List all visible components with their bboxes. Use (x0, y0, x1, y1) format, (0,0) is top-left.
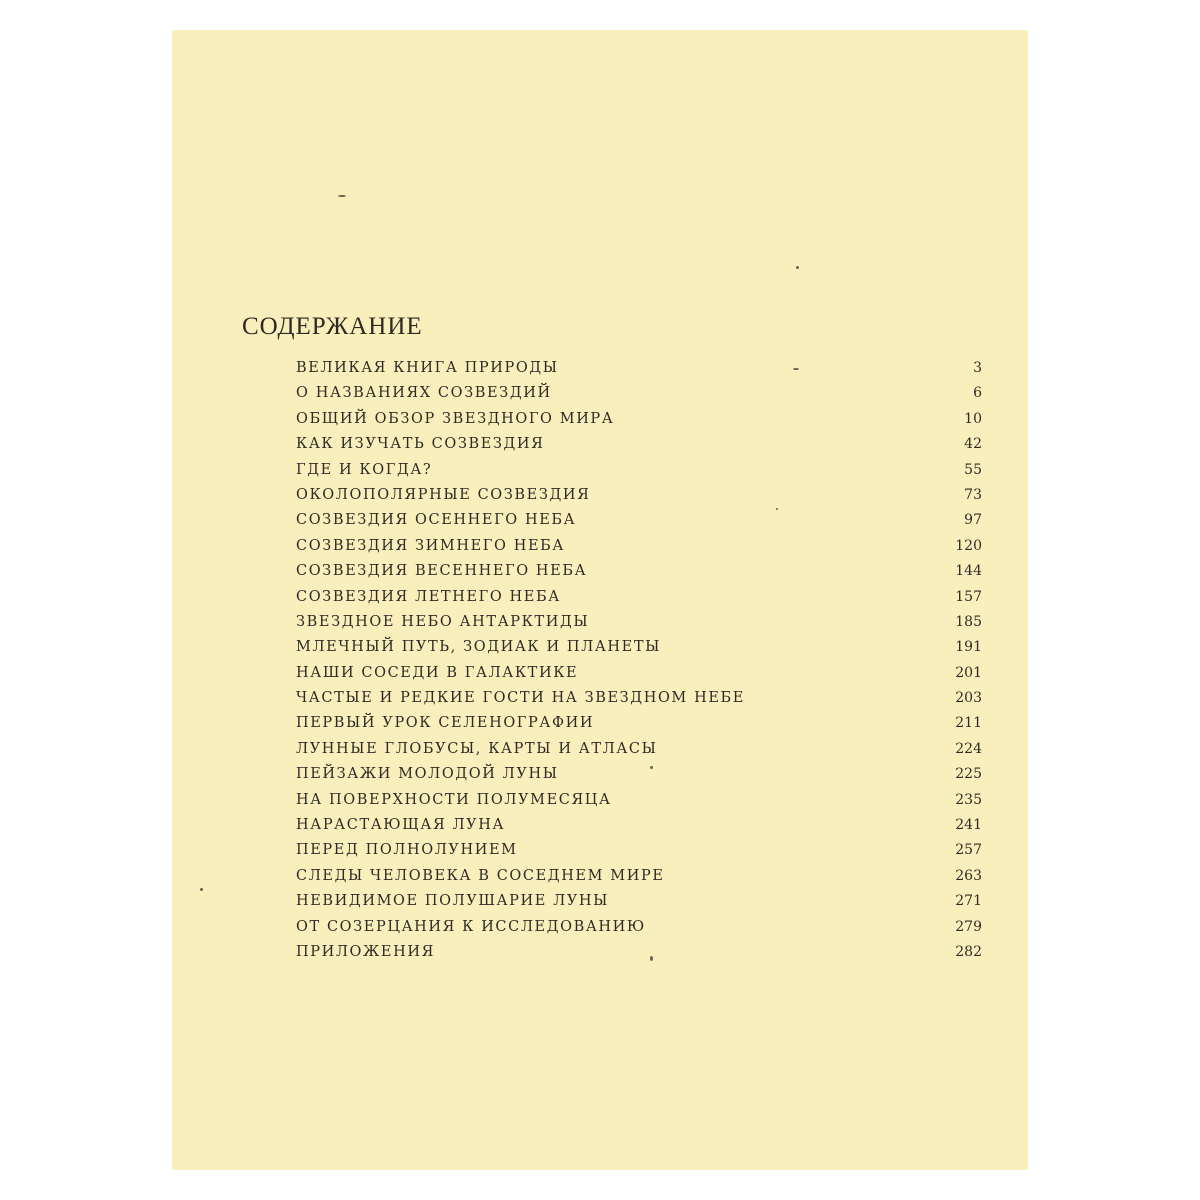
toc-chapter-title: О НАЗВАНИЯХ СОЗВЕЗДИЙ (296, 385, 552, 402)
toc-entry[interactable] (296, 382, 982, 407)
toc-chapter-title: СОЗВЕЗДИЯ ОСЕННЕГО НЕБА (296, 512, 577, 529)
toc-chapter-title: ОТ СОЗЕРЦАНИЯ К ИССЛЕДОВАНИЮ (296, 918, 646, 935)
toc-page-number: 203 (955, 690, 982, 707)
toc-page-number: 211 (955, 715, 982, 732)
toc-page-number: 282 (955, 943, 982, 960)
toc-chapter-title: ПРИЛОЖЕНИЯ (296, 943, 435, 960)
toc-chapter-title: НАШИ СОСЕДИ В ГАЛАКТИКЕ (296, 664, 579, 681)
toc-entry[interactable] (296, 814, 982, 839)
toc-page-number: 55 (964, 461, 982, 478)
toc-entry[interactable] (296, 484, 982, 509)
toc-page-number: 279 (955, 918, 982, 935)
paper-speck (338, 195, 346, 197)
toc-entry[interactable] (296, 839, 982, 864)
toc-page-number: 42 (964, 436, 982, 453)
toc-chapter-title: СЛЕДЫ ЧЕЛОВЕКА В СОСЕДНЕМ МИРЕ (296, 867, 665, 884)
toc-chapter-title: ЛУННЫЕ ГЛОБУСЫ, КАРТЫ И АТЛАСЫ (296, 740, 658, 757)
paper-speck (796, 266, 799, 269)
toc-chapter-title: НА ПОВЕРХНОСТИ ПОЛУМЕСЯЦА (296, 791, 612, 808)
toc-page-number: 257 (955, 842, 982, 859)
toc-chapter-title: ПЕЙЗАЖИ МОЛОДОЙ ЛУНЫ (296, 766, 559, 783)
toc-chapter-title: ЗВЕЗДНОЕ НЕБО АНТАРКТИДЫ (296, 613, 590, 630)
toc-entry[interactable] (296, 941, 982, 966)
toc-title: СОДЕРЖАНИЕ (242, 313, 423, 340)
toc-entry[interactable] (296, 459, 982, 484)
toc-page-number: 6 (973, 385, 982, 402)
toc-page-number: 97 (964, 512, 982, 529)
toc-entry[interactable] (296, 890, 982, 915)
toc-entry[interactable] (296, 509, 982, 534)
toc-chapter-title: ПЕРЕД ПОЛНОЛУНИЕМ (296, 842, 518, 859)
toc-chapter-title: ОКОЛОПОЛЯРНЫЕ СОЗВЕЗДИЯ (296, 486, 591, 503)
toc-chapter-title: КАК ИЗУЧАТЬ СОЗВЕЗДИЯ (296, 436, 545, 453)
toc-page-number: 263 (955, 867, 982, 884)
toc-entry[interactable] (296, 789, 982, 814)
toc-entry[interactable] (296, 865, 982, 890)
toc-page-number: 241 (955, 817, 982, 834)
toc-entry[interactable] (296, 662, 982, 687)
toc-page-number: 10 (964, 410, 982, 427)
toc-page-number: 144 (955, 563, 982, 580)
book-page (172, 30, 1028, 1170)
toc-entry[interactable] (296, 586, 982, 611)
toc-page-number: 120 (955, 537, 982, 554)
toc-chapter-title: СОЗВЕЗДИЯ ВЕСЕННЕГО НЕБА (296, 563, 588, 580)
toc-page-number: 157 (955, 588, 982, 605)
toc-entry[interactable] (296, 636, 982, 661)
paper-speck (200, 888, 203, 891)
toc-page-number: 224 (955, 740, 982, 757)
toc-chapter-title: СОЗВЕЗДИЯ ЗИМНЕГО НЕБА (296, 537, 565, 554)
toc-page-number: 271 (955, 893, 982, 910)
toc-chapter-title: НЕВИДИМОЕ ПОЛУШАРИЕ ЛУНЫ (296, 893, 610, 910)
toc-chapter-title: СОЗВЕЗДИЯ ЛЕТНЕГО НЕБА (296, 588, 561, 605)
toc-entry[interactable] (296, 687, 982, 712)
toc-chapter-title: НАРАСТАЮЩАЯ ЛУНА (296, 817, 506, 834)
toc-chapter-title: ОБЩИЙ ОБЗОР ЗВЕЗДНОГО МИРА (296, 410, 615, 427)
toc-chapter-title: ПЕРВЫЙ УРОК СЕЛЕНОГРАФИИ (296, 715, 595, 732)
toc-entry[interactable] (296, 535, 982, 560)
toc-chapter-title: МЛЕЧНЫЙ ПУТЬ, ЗОДИАК И ПЛАНЕТЫ (296, 639, 662, 656)
toc-list (296, 357, 982, 966)
toc-entry[interactable] (296, 357, 982, 382)
toc-entry[interactable] (296, 433, 982, 458)
toc-chapter-title: ЧАСТЫЕ И РЕДКИЕ ГОСТИ НА ЗВЕЗДНОМ НЕБЕ (296, 690, 745, 707)
toc-page-number: 201 (955, 664, 982, 681)
toc-page-number: 225 (955, 766, 982, 783)
toc-entry[interactable] (296, 916, 982, 941)
toc-entry[interactable] (296, 712, 982, 737)
toc-entry[interactable] (296, 560, 982, 585)
toc-page-number: 3 (973, 360, 982, 376)
toc-page-number: 235 (955, 791, 982, 808)
toc-entry[interactable] (296, 611, 982, 636)
toc-chapter-title: ГДЕ И КОГДА? (296, 461, 433, 478)
toc-entry[interactable] (296, 738, 982, 763)
toc-entry[interactable] (296, 408, 982, 433)
toc-entry[interactable] (296, 763, 982, 788)
toc-page-number: 185 (955, 613, 982, 630)
toc-chapter-title: ВЕЛИКАЯ КНИГА ПРИРОДЫ (296, 360, 559, 376)
toc-page-number: 191 (955, 639, 982, 656)
toc-page-number: 73 (964, 486, 982, 503)
